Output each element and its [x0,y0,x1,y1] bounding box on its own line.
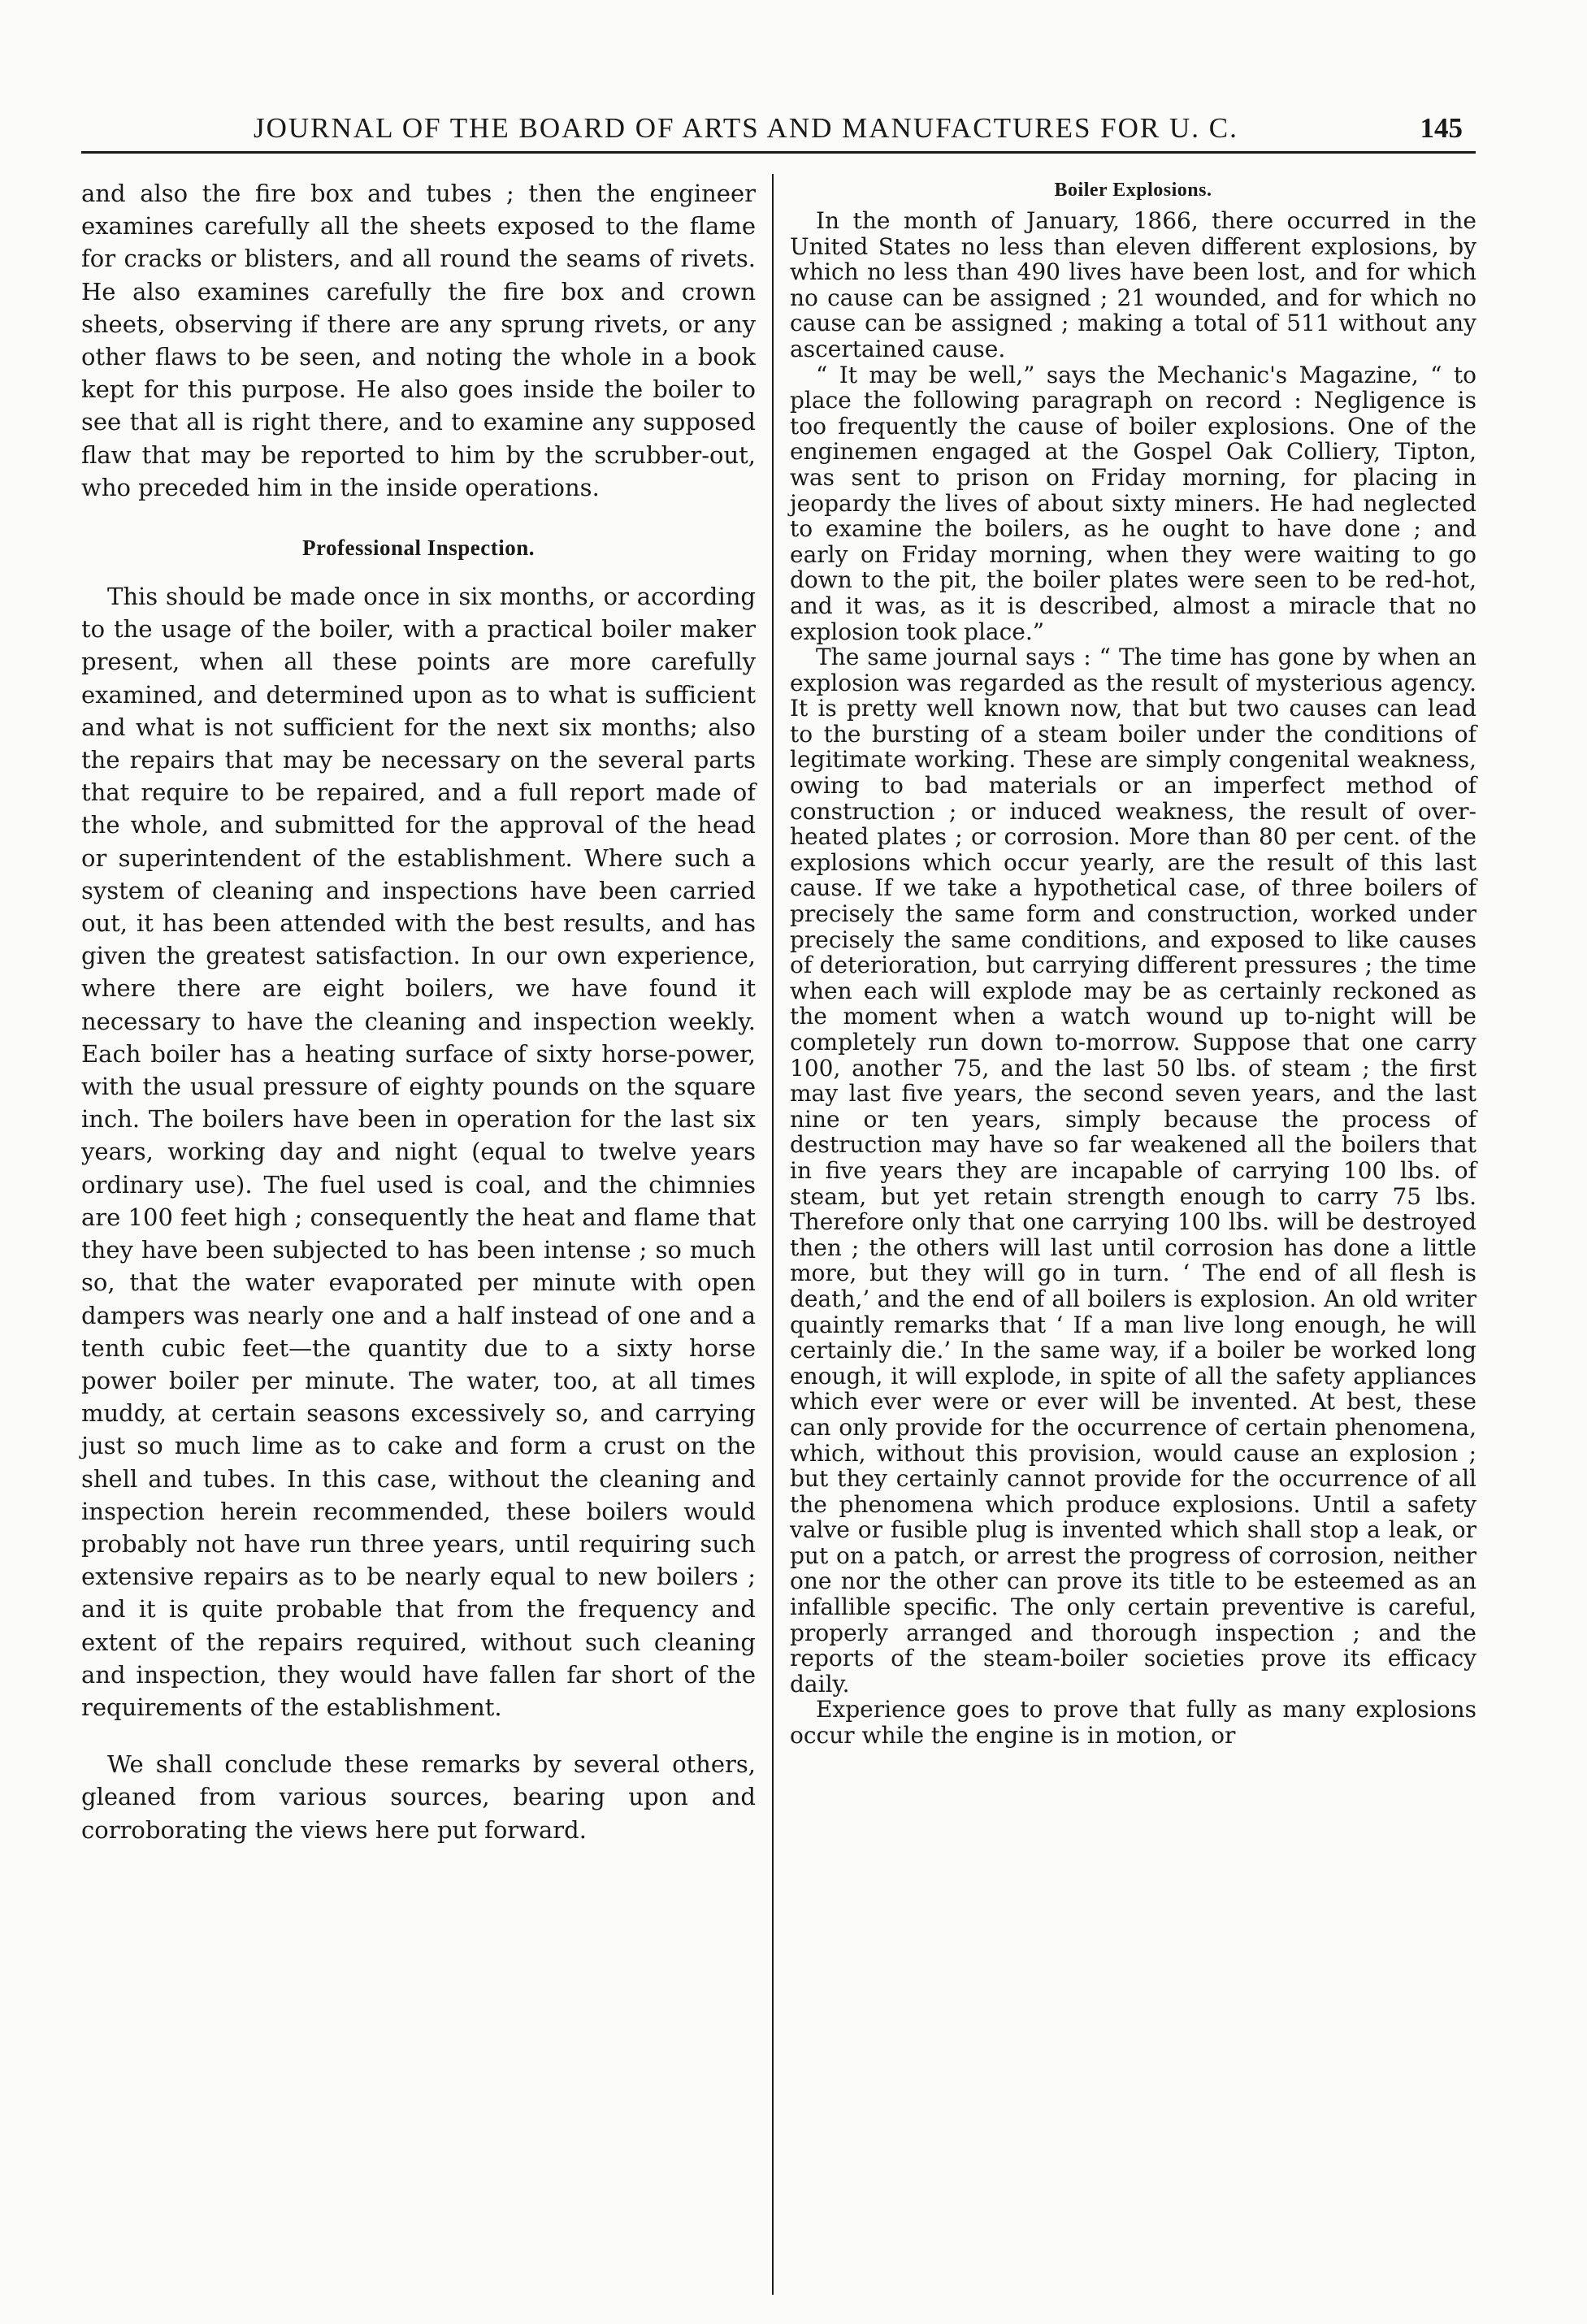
section-heading-professional-inspection: Professional Inspection. [301,535,536,561]
paragraph-inspection: This should be made once in six months, or according to the usage of the boiler, with a practical boiler maker present, when all these points are more carefully examined, and determined upon as to what is sufficient and what is not sufficient for the next six months; also the repairs that may be necessary on the several parts that require to be repaired, and a full report made of the whole, and submitted for the approval of the head or superintendent of the establishment. Where such a system of cleaning and inspections have been carried out, it has been attended with the best results, and has given the greatest satisfaction. In our own experience, where there are eight boilers, we have found it necessary to have the cleaning and inspection weekly. Each boiler has a heating surface of sixty horse-power, with the usual pressure of eighty pounds on the square inch. The boilers have been in operation for the last six years, working day and night (equal to twelve years ordinary use). The fuel used is coal, and the chimnies are 100 feet high ; consequently the heat and flame that they have been subjected to has been intense ; so much so, that the water evaporated per minute with open dampers was nearly one and a half instead of one and a tenth cubic feet—the quantity due to a sixty horse power boiler per minute. The water, too, at all times muddy, at certain seasons excessively so, and carrying just so much lime as to cake and form a crust on the shell and tubes. In this case, without the cleaning and inspection herein recommended, these boilers would probably not have run three years, until requiring such extensive repairs as to be nearly equal to new boilers ; and it is quite probable that from the frequency and extent of the repairs required, without such cleaning and inspection, they would have fallen far short of the requirements of the establishment. [81,583,756,1721]
page-number: 145 [1420,112,1463,144]
paragraph-continued: and also the fire box and tubes ; then the engineer examines carefully all the sheets exposed to the flame for cracks or blisters, and all round the seams of rivets. He also examines carefully the fire box and crown sheets, observing if there are any sprung rivets, or any other flaws to be seen, and noting the whole in a book kept for this purpose. He also goes inside the boiler to see that all is right there, and to examine any supposed flaw that may be reported to him by the scrubber-out, who preceded him in the inside operations. [81,180,756,501]
column-rule [772,174,774,2295]
header-rule [81,151,1476,154]
paragraph-experience: Experience goes to prove that fully as many explosions occur while the engine is in motion, or [790,1696,1476,1750]
running-title: JOURNAL OF THE BOARD OF ARTS AND MANUFACTURES FOR U. C. [254,112,1238,144]
right-column [790,177,1476,1749]
paragraph-mechanics-magazine: “ It may be well,” says the Mechanic's Magazine, “ to place the following paragraph on record : Negligence is too frequently the cause of boiler explosions. One of the enginemen engaged at the Gospel Oak Colliery, Tipton, was sent to prison on Friday morning, for placing in jeopardy the lives of about sixty miners. He had neglected to examine the boilers, as he ought to have done ; and early on Friday morning, when they were waiting to go down to the pit, the boiler plates were seen to be red-hot, and it was, as it is described, almost a miracle that no explosion took place.” [790,361,1476,645]
paragraph-same-journal: The same journal says : “ The time has gone by when an explosion was regarded as the result of mysterious agency. It is pretty well known now, that but two causes can lead to the bursting of a steam boiler under the conditions of legitimate working. These are simply congenital weakness, owing to bad materials or an imperfect method of construction ; or induced weakness, the result of over-heated plates ; or corrosion. More than 80 per cent. of the explosions which occur yearly, are the result of this last cause. If we take a hypothetical case, of three boilers of precisely the same form and construction, worked under precisely the same conditions, and exposed to like causes of deterioration, but carrying different pressures ; the time when each will explode may be as certainly reckoned as the moment when a watch wound up to-night will be completely run down to-morrow. Suppose that one carry 100, another 75, and the last 50 lbs. of steam ; the first may last five years, the second seven years, and the last nine or ten years, simply because the process of destruction may have so far weakened all the boilers that in five years they are incapable of carrying 100 lbs. of steam, but yet retain strength enough to carry 75 lbs. Therefore only that one carrying 100 lbs. will be destroyed then ; the others will last until corrosion has done a little more, but they will go in turn. ‘ The end of all flesh is death,’ and the end of all boilers is explosion. An old writer quaintly remarks that ‘ If a man live long enough, he will certainly die.’ In the same way, if a boiler be worked long enough, it will explode, in spite of all the safety appliances which ever were or ever will be invented. At best, these can only provide for the occurrence of certain phenomena, which, without this provision, would cause an explosion ; but they certainly cannot provide for the occurrence of all the phenomena which produce explosions. Until a safety valve or fusible plug is invented which shall stop a leak, or put on a patch, or arrest the progress of corrosion, neither one nor the other can prove its title to be esteemed as an infallible specific. The only certain preventive is careful, properly arranged and thorough inspection ; and the reports of the steam-boiler societies prove its efficacy daily. [790,644,1476,1697]
left-column [81,177,756,1846]
paragraph-conclusion: We shall conclude these remarks by several others, gleaned from various sources, bearing upon and corroborating the views here put forward. [81,1750,756,1844]
paragraph-january-1866: In the month of January, 1866, there occurred in the United States no less than eleven different explosions, by which no less than 490 lives have been lost, and for which no cause can be assigned ; 21 wounded, and for which no cause can be assigned ; making a total of 511 without any ascertained cause. [790,207,1476,362]
running-head [81,111,1479,143]
section-heading-boiler-explosions: Boiler Explosions. [1054,180,1212,201]
